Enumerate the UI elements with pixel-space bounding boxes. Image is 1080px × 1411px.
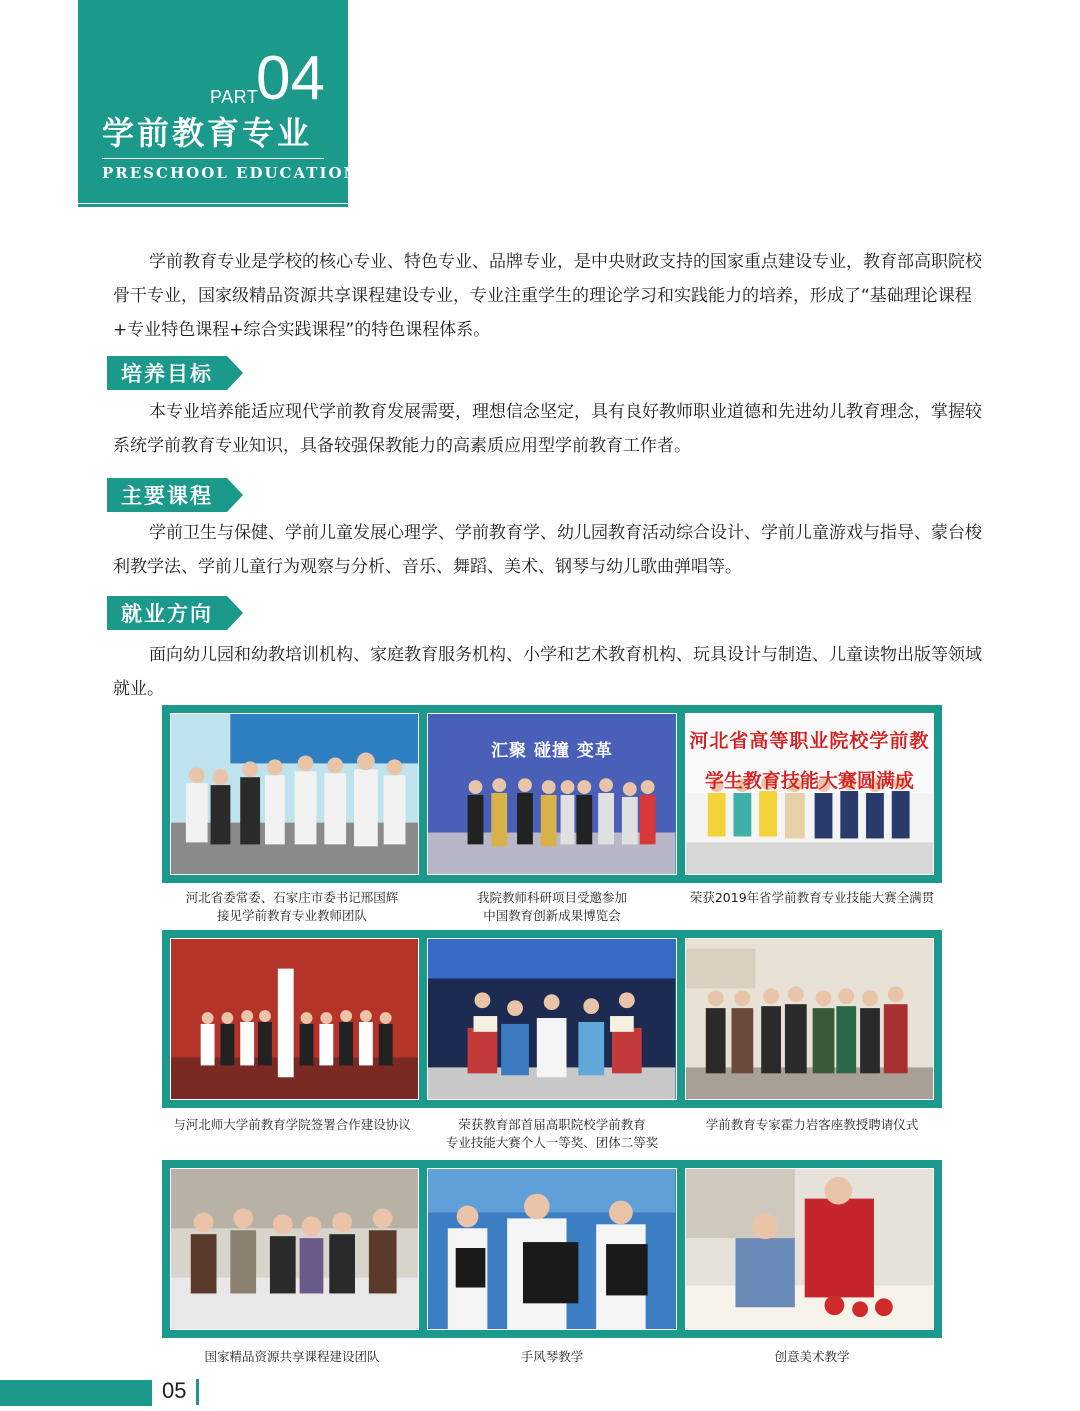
section-tag-training-goal [107,356,243,390]
photo-leader-meeting-teachers [170,713,419,875]
footer-accent-bar [0,1380,152,1406]
photo-skills-competition [685,713,934,875]
section-tag-label: 培养目标 [107,356,227,390]
photo-caption: 河北省委常委、石家庄市委书记邢国辉 接见学前教育专业教师团队 [185,890,399,923]
photo-caption: 荣获教育部首届高职院校学前教育 专业技能大赛个人一等奖、团体二等奖 [445,1117,659,1150]
photo-creative-art-class [685,1168,934,1330]
photo-caption: 国家精品资源共享课程建设团队 [204,1349,380,1364]
photo-caption: 创意美术教学 [774,1349,850,1364]
part-number: 04 [256,44,325,113]
page-number: 05 [162,1378,187,1403]
competition-banner-line-2: 学生教育技能大赛圆满成 [704,770,914,792]
photo-award-ceremony [427,938,676,1100]
competition-banner-line-1: 河北省高等职业院校学前教 [689,730,930,752]
photo-caption: 学前教育专家霍力岩客座教授聘请仪式 [705,1117,919,1132]
photo-course-team [170,1168,419,1330]
photo-caption: 我院教师科研项目受邀参加 中国教育创新成果博览会 [476,890,627,923]
page-title: 学前教育专业 [102,114,313,152]
section-tag-label: 就业方向 [107,596,227,630]
training-goal-paragraph: 本专业培养能适应现代学前教育发展需要，理想信念坚定，具有良好教师职业道德和先进幼儿教育理念，掌握较系统学前教育专业知识，具备较强保教能力的高素质应用型学前教育工作者。 [113,402,982,456]
caption-row-1 [162,889,942,925]
page-number-divider [196,1379,199,1405]
section-header-panel [78,0,360,203]
photo-education-expo [427,713,676,875]
part-label: PART [210,87,259,107]
caption-row-3 [162,1348,942,1366]
photo-caption: 手风琴教学 [520,1349,584,1364]
title-divider [102,158,324,159]
photo-row-3 [162,1160,942,1338]
photo-accordion-class [427,1168,676,1330]
page-subtitle-en: PRESCHOOL EDUCATION [102,164,360,182]
employment-paragraph: 面向幼儿园和幼教培训机构、家庭教育服务机构、小学和艺术教育机构、玩具设计与制造、儿童读物出版等领域就业。 [113,645,982,699]
section-tag-employment [107,596,243,630]
photo-cooperation-signing [170,938,419,1100]
section-tag-label: 主要课程 [107,478,227,512]
intro-paragraph: 学前教育专业是学校的核心专业、特色专业、品牌专业，是中央财政支持的国家重点建设专业，教育部高职院校骨干专业，国家级精品资源共享课程建设专业，专业注重学生的理论学习和实践能力的培养，形成了“基础理论课程+专业特色课程+综合实践课程”的特色课程体系。 [113,252,982,340]
tag-arrow [227,596,243,630]
photo-row-1 [162,705,942,883]
header-underline [78,204,348,207]
expo-banner-text: 汇聚 碰撞 变革 [491,741,613,761]
tag-arrow [227,478,243,512]
caption-row-2 [162,1116,942,1152]
main-courses-paragraph: 学前卫生与保健、学前儿童发展心理学、学前教育学、幼儿园教育活动综合设计、学前儿童游戏与指导、蒙台梭利教学法、学前儿童行为观察与分析、音乐、舞蹈、美术、钢琴与幼儿歌曲弹唱等。 [113,523,982,577]
tag-arrow [227,356,243,390]
photo-row-2 [162,930,942,1108]
photo-caption: 荣获2019年省学前教育专业技能大赛全满贯 [689,890,935,905]
section-tag-main-courses [107,478,243,512]
photo-caption: 与河北师大学前教育学院签署合作建设协议 [173,1117,411,1132]
photo-guest-professor [685,938,934,1100]
